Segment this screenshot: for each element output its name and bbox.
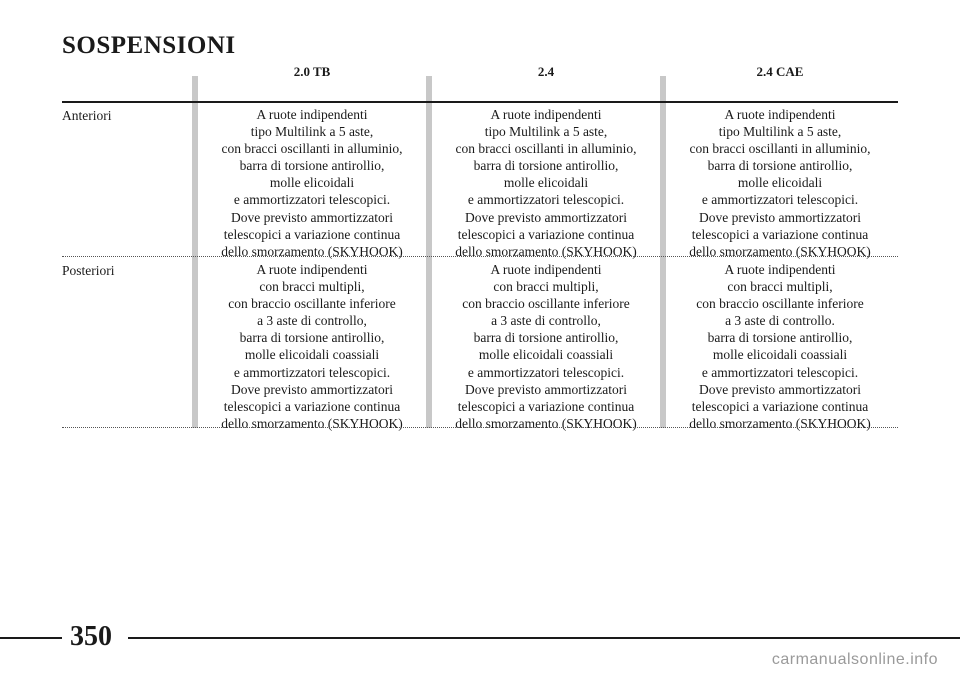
cell-line: dello smorzamento (SKYHOOK) <box>221 243 403 259</box>
footer-rule-left <box>0 637 62 639</box>
cell-line: telescopici a variazione continua <box>457 398 635 414</box>
cell-line: a 3 aste di controllo, <box>491 313 601 329</box>
cell-line: con braccio oscillante inferiore <box>462 296 630 312</box>
cell-line: con bracci multipli, <box>259 279 365 295</box>
cell-line: con bracci multipli, <box>493 279 599 295</box>
cell-line: molle elicoidali <box>269 175 355 191</box>
table-cell <box>432 261 660 432</box>
cell-line: tipo Multilink a 5 aste, <box>250 124 374 140</box>
cell-line: tipo Multilink a 5 aste, <box>484 124 608 140</box>
row-divider <box>62 427 898 428</box>
cell-line: dello smorzamento (SKYHOOK) <box>689 243 871 259</box>
row-label: Posteriori <box>62 263 115 278</box>
table-cell <box>666 261 894 432</box>
cell-line: con braccio oscillante inferiore <box>696 296 864 312</box>
cell-line: Dove previsto ammortizzatori <box>231 381 393 397</box>
cell-line: tipo Multilink a 5 aste, <box>718 124 842 140</box>
cell-line: telescopici a variazione continua <box>691 226 869 242</box>
cell-line: A ruote indipendenti <box>724 262 836 277</box>
cell-line: Dove previsto ammortizzatori <box>231 209 393 225</box>
cell-line: molle elicoidali coassiali <box>478 347 614 363</box>
cell-line: e ammortizzatori telescopici. <box>701 364 859 380</box>
cell-line: molle elicoidali coassiali <box>712 347 848 363</box>
cell-line: A ruote indipendenti <box>490 262 602 277</box>
cell-line: Dove previsto ammortizzatori <box>699 381 861 397</box>
column-header: 2.4 CAE <box>756 64 804 79</box>
cell-line: e ammortizzatori telescopici. <box>701 192 859 208</box>
column-header: 2.4 <box>537 64 555 79</box>
table-cell <box>198 261 426 432</box>
cell-line: molle elicoidali <box>503 175 589 191</box>
cell-line: A ruote indipendenti <box>256 262 368 277</box>
header-rule <box>62 101 898 103</box>
cell-line: molle elicoidali <box>737 175 823 191</box>
cell-line: telescopici a variazione continua <box>223 226 401 242</box>
cell-line: telescopici a variazione continua <box>691 398 869 414</box>
page-title: SOSPENSIONI <box>62 32 236 59</box>
cell-line: con braccio oscillante inferiore <box>228 296 396 312</box>
cell-line: barra di torsione antirollio, <box>239 330 385 346</box>
row-label: Anteriori <box>62 108 112 123</box>
cell-line: dello smorzamento (SKYHOOK) <box>455 415 637 431</box>
cell-line: A ruote indipendenti <box>724 107 836 122</box>
cell-line: A ruote indipendenti <box>490 107 602 122</box>
cell-line: e ammortizzatori telescopici. <box>467 364 625 380</box>
column-header: 2.0 TB <box>293 64 331 79</box>
cell-line: e ammortizzatori telescopici. <box>233 192 391 208</box>
cell-line: dello smorzamento (SKYHOOK) <box>221 415 403 431</box>
footer-rule-right <box>128 637 960 639</box>
cell-line: A ruote indipendenti <box>256 107 368 122</box>
cell-line: con bracci multipli, <box>727 279 833 295</box>
cell-line: Dove previsto ammortizzatori <box>699 209 861 225</box>
cell-line: barra di torsione antirollio, <box>473 330 619 346</box>
cell-line: Dove previsto ammortizzatori <box>465 209 627 225</box>
cell-line: dello smorzamento (SKYHOOK) <box>689 415 871 431</box>
cell-line: e ammortizzatori telescopici. <box>233 364 391 380</box>
cell-line: Dove previsto ammortizzatori <box>465 381 627 397</box>
cell-line: con bracci oscillanti in alluminio, <box>689 141 871 157</box>
cell-line: molle elicoidali coassiali <box>244 347 380 363</box>
cell-line: barra di torsione antirollio, <box>707 330 853 346</box>
cell-line: dello smorzamento (SKYHOOK) <box>455 243 637 259</box>
table-cell <box>432 106 660 260</box>
row-divider <box>62 256 898 257</box>
cell-line: barra di torsione antirollio, <box>239 158 385 174</box>
cell-line: con bracci oscillanti in alluminio, <box>455 141 637 157</box>
cell-line: con bracci oscillanti in alluminio, <box>221 141 403 157</box>
table-cell <box>666 106 894 260</box>
cell-line: a 3 aste di controllo. <box>725 313 835 329</box>
cell-line: telescopici a variazione continua <box>457 226 635 242</box>
watermark: carmanualsonline.info <box>771 651 938 668</box>
cell-line: a 3 aste di controllo, <box>257 313 367 329</box>
cell-line: barra di torsione antirollio, <box>473 158 619 174</box>
cell-line: barra di torsione antirollio, <box>707 158 853 174</box>
cell-line: telescopici a variazione continua <box>223 398 401 414</box>
cell-line: e ammortizzatori telescopici. <box>467 192 625 208</box>
table-cell <box>198 106 426 260</box>
page-number: 350 <box>70 621 112 652</box>
